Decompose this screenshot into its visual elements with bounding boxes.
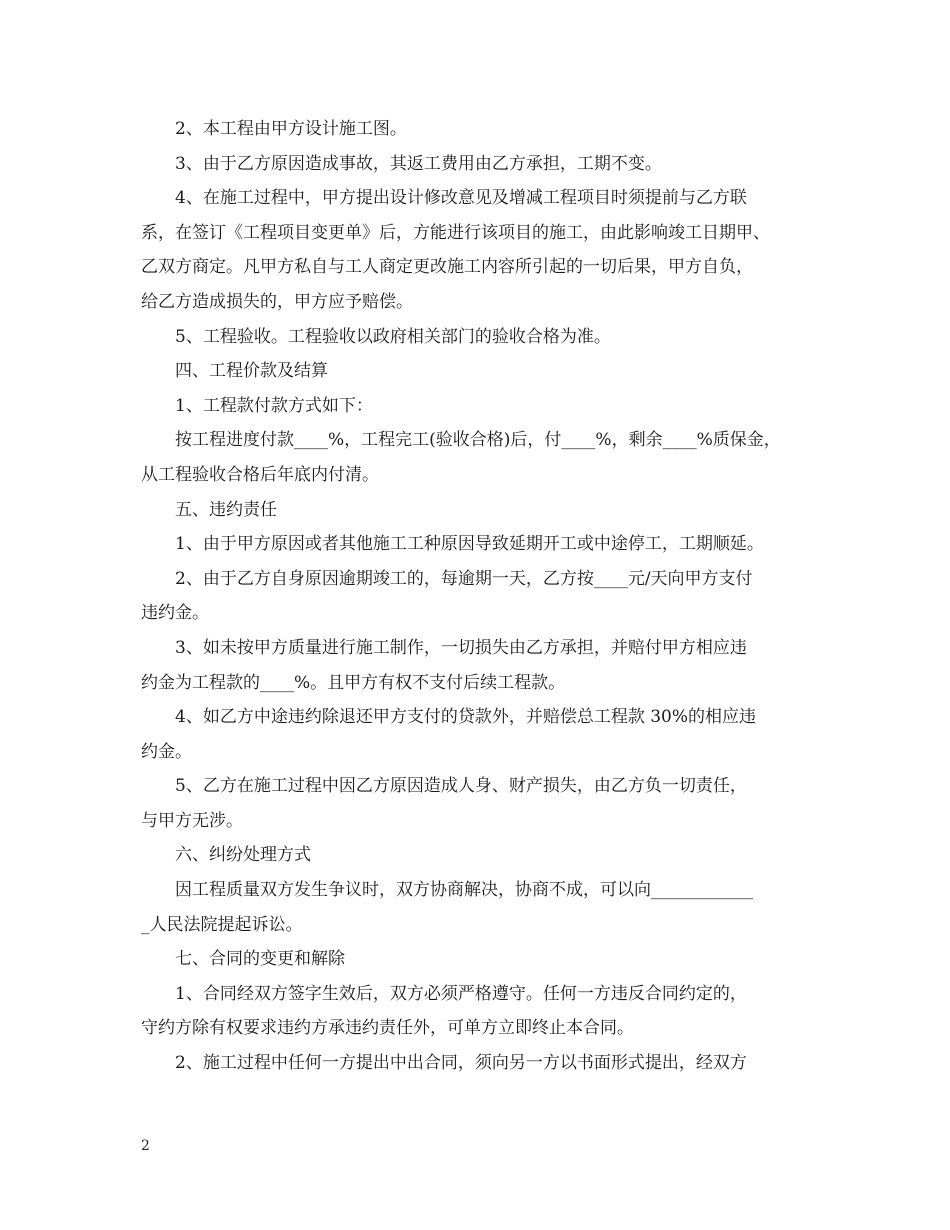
paragraph — [141, 493, 817, 528]
paragraph-line: 4、在施工过程中，甲方提出设计修改意见及增减工程项目时须提前与乙方联 — [175, 188, 747, 209]
paragraph — [141, 562, 817, 631]
paragraph-line: 2、本工程由甲方设计施工图。 — [175, 119, 407, 139]
paragraph-line: 3、由于乙方原因造成事故，其返工费用由乙方承担，工期不变。 — [175, 153, 662, 174]
paragraph-line: 给乙方造成损失的，甲方应予赔偿。 — [141, 291, 413, 312]
paragraph-line: 七、合同的变更和解除 — [175, 949, 345, 970]
paragraph-line: 5、乙方在施工过程中因乙方原因造成人身、财产损失，由乙方负一切责任， — [175, 776, 747, 797]
document-body — [141, 112, 817, 1081]
paragraph — [141, 873, 817, 942]
paragraph — [141, 769, 817, 838]
paragraph-line: 因工程质量双方发生争议时，双方协商解决，协商不成，可以向____________ — [175, 880, 753, 901]
paragraph-line: 乙双方商定。凡甲方私自与工人商定更改施工内容所引起的一切后果，甲方自负， — [141, 257, 753, 278]
paragraph-line: 3、如未按甲方质量进行施工制作，一切损失由乙方承担，并赔付甲方相应违 — [175, 637, 747, 658]
paragraph-line: 从工程验收合格后年底内付清。 — [141, 464, 379, 485]
paragraph-line: 按工程进度付款____%，工程完工(验收合格)后，付____%，剩余____%质保金， — [175, 430, 781, 451]
paragraph-line: 1、工程款付款方式如下： — [175, 395, 373, 416]
paragraph-line: 4、如乙方中途违约除退还甲方支付的贷款外，并赔偿总工程款 30%的相应违 — [175, 707, 757, 728]
paragraph — [141, 112, 817, 147]
paragraph-line: 系，在签订《工程项目变更单》后，方能进行该项目的施工，由此影响竣工日期甲、 — [141, 222, 770, 243]
page-number: 2 — [141, 1138, 150, 1154]
paragraph — [141, 527, 817, 562]
paragraph-line: 5、工程验收。工程验收以政府相关部门的验收合格为准。 — [175, 326, 611, 347]
paragraph — [141, 631, 817, 700]
paragraph-line: 四、工程价款及结算 — [175, 361, 328, 382]
paragraph-line: 1、由于甲方原因或者其他施工工种原因导致延期开工或中途停工，工期顺延。 — [175, 534, 764, 555]
paragraph — [141, 423, 817, 492]
paragraph — [141, 389, 817, 424]
paragraph — [141, 1046, 817, 1081]
paragraph — [141, 354, 817, 389]
paragraph-line: 六、纠纷处理方式 — [175, 845, 311, 866]
paragraph-line: 2、由于乙方自身原因逾期竣工的，每逾期一天，乙方按____元/天向甲方支付 — [175, 568, 753, 589]
paragraph — [141, 147, 817, 182]
paragraph-line: 约金。 — [141, 741, 192, 762]
paragraph-line: 与甲方无涉。 — [141, 810, 243, 831]
paragraph-line: 五、违约责任 — [175, 499, 277, 520]
paragraph-line: 守约方除有权要求违约方承违约责任外，可单方立即终止本合同。 — [141, 1018, 634, 1039]
paragraph-line: 2、施工过程中任何一方提出中出合同，须向另一方以书面形式提出，经双方 — [175, 1053, 747, 1074]
paragraph — [141, 838, 817, 873]
paragraph-line: _人民法院提起诉讼。 — [141, 914, 303, 935]
paragraph — [141, 700, 817, 769]
paragraph — [141, 977, 817, 1046]
paragraph — [141, 320, 817, 355]
paragraph — [141, 181, 817, 319]
paragraph-line: 约金为工程款的____%。且甲方有权不支付后续工程款。 — [141, 672, 566, 693]
paragraph — [141, 942, 817, 977]
paragraph-line: 1、合同经双方签字生效后，双方必须严格遵守。任何一方违反合同约定的， — [175, 983, 747, 1004]
paragraph-line: 违约金。 — [141, 603, 209, 624]
